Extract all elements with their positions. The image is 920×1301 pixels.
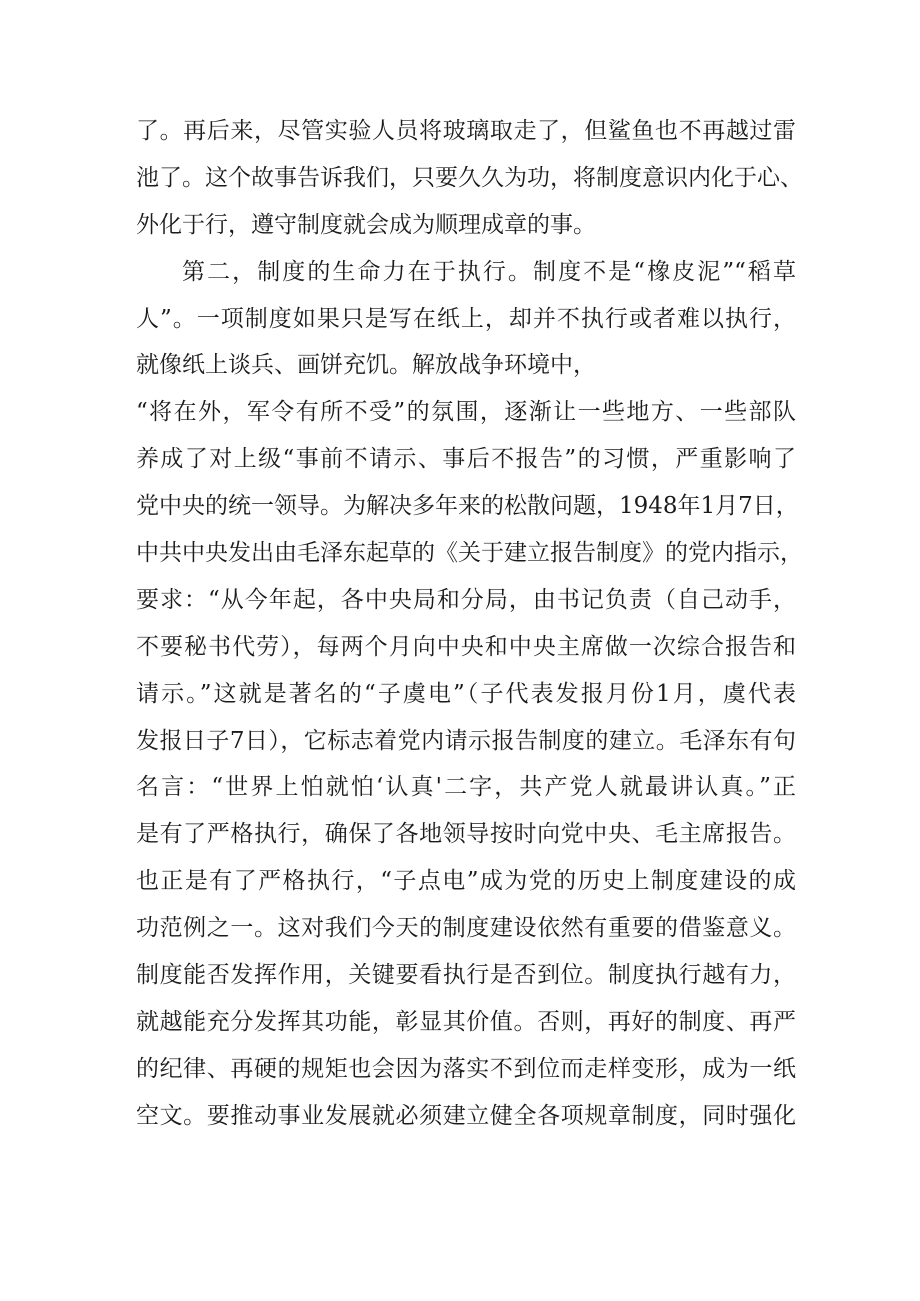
body-text xyxy=(136,108,803,1140)
text-line: 是有了严格执行，确保了各地领导按时向党中央、毛主席报告。 xyxy=(136,821,796,848)
text-line: 要求：“从今年起，各中央局和分局，由书记负责（自己动手， xyxy=(136,586,796,613)
text-line: 了。再后来，尽管实验人员将玻璃取走了，但鲨鱼也不再越过雷 xyxy=(136,118,796,144)
text-line: 不要秘书代劳），每两个月向中央和中央主席做一次综合报告和 xyxy=(136,633,796,660)
text-line: 池了。这个故事告诉我们，只要久久为功，将制度意识内化于心、 xyxy=(136,164,803,191)
text-line: 发报日子7日），它标志着党内请示报告制度的建立。毛泽东有句 xyxy=(136,727,796,754)
text-line: 人”。一项制度如果只是写在纸上，却并不执行或者难以执行， xyxy=(136,305,796,332)
text-line: 的纪律、再硬的规矩也会因为落实不到位而走样变形，成为一纸 xyxy=(136,1055,796,1082)
text-line: 党中央的统一领导。为解决多年来的松散问题，1948年1月7日， xyxy=(136,493,799,520)
text-line: 请示。”这就是著名的“子虞电”（子代表发报月份1月，虞代表 xyxy=(136,680,796,707)
text-line: 就像纸上谈兵、画饼充饥。解放战争环境中， xyxy=(136,352,596,379)
text-line: “将在外，军令有所不受”的氛围，逐渐让一些地方、一些部队 xyxy=(136,399,796,426)
text-line: 外化于行，遵守制度就会成为顺理成章的事。 xyxy=(136,211,596,238)
paragraph-start-line: 第二，制度的生命力在于执行。制度不是“橡皮泥”“稻草 xyxy=(182,258,796,285)
text-line: 就越能充分发挥其功能，彰显其价值。否则，再好的制度、再严 xyxy=(136,1008,796,1035)
text-line: 制度能否发挥作用，关键要看执行是否到位。制度执行越有力， xyxy=(136,962,796,989)
text-line: 也正是有了严格执行，“子点电”成为党的历史上制度建设的成 xyxy=(136,868,796,895)
text-line: 名言：“世界上怕就怕‘认真'二字，共产党人就最讲认真。”正 xyxy=(136,774,796,801)
text-line: 功范例之一。这对我们今天的制度建设依然有重要的借鉴意义。 xyxy=(136,915,796,942)
text-line: 养成了对上级“事前不请示、事后不报告”的习惯，严重影响了 xyxy=(136,446,796,473)
text-line: 空文。要推动事业发展就必须建立健全各项规章制度，同时强化 xyxy=(136,1102,796,1129)
text-line: 中共中央发出由毛泽东起草的《关于建立报告制度》的党内指示， xyxy=(136,540,803,567)
